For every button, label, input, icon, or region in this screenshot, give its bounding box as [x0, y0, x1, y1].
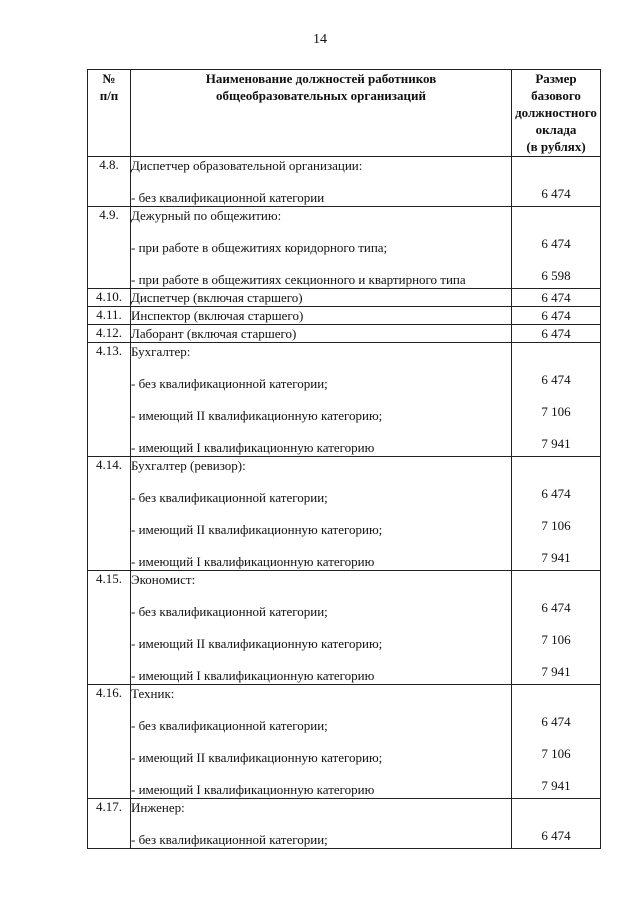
category-salary: 7 941: [541, 436, 571, 451]
category-salary: 7 941: [541, 550, 571, 565]
category-label: - имеющий I квалификационную категорию: [131, 440, 375, 455]
salary-value: [512, 343, 601, 457]
table-row: [88, 325, 601, 343]
position-title: Техник:: [131, 686, 175, 701]
table-row: [88, 685, 601, 799]
header-line: должностного: [515, 105, 597, 120]
category-label: - имеющий I квалификационную категорию: [131, 668, 375, 683]
table-row: [88, 799, 601, 849]
position-name: [131, 207, 512, 289]
position-name: [131, 343, 512, 457]
row-number: 4.15.: [88, 571, 131, 685]
position-title: Диспетчер образовательной организации:: [131, 158, 363, 173]
category-label: - имеющий II квалификационную категорию;: [131, 408, 383, 423]
category-salary: 7 106: [541, 404, 571, 419]
category-salary: 6 598: [541, 268, 571, 283]
row-number: 4.17.: [88, 799, 131, 849]
position-title: Лаборант (включая старшего): [131, 326, 297, 341]
page-number: 14: [313, 32, 327, 47]
row-number: 4.16.: [88, 685, 131, 799]
salary-value: 6 474: [512, 325, 601, 343]
position-name: [131, 307, 512, 325]
category-label: - имеющий II квалификационную категорию;: [131, 522, 383, 537]
category-label: - без квалификационной категории;: [131, 604, 328, 619]
position-title: Инженер:: [131, 800, 185, 815]
category-salary: 7 106: [541, 518, 571, 533]
header-line: (в рублях): [526, 139, 586, 154]
category-label: - при работе в общежитиях секционного и квартирного типа: [131, 272, 466, 287]
header-line: базового: [531, 88, 581, 103]
category-salary: 7 941: [541, 778, 571, 793]
salary-value: [512, 571, 601, 685]
category-salary: 6 474: [541, 186, 571, 201]
category-label: - без квалификационной категории;: [131, 490, 328, 505]
header-line: №: [102, 71, 116, 86]
salary-value: [512, 207, 601, 289]
category-salary: 6 474: [541, 828, 571, 843]
category-salary: 6 474: [541, 600, 571, 615]
header-num: [88, 70, 131, 157]
position-name: [131, 457, 512, 571]
position-name: [131, 685, 512, 799]
table-row: [88, 307, 601, 325]
category-salary: 7 106: [541, 632, 571, 647]
category-salary: 7 106: [541, 746, 571, 761]
position-title: Бухгалтер:: [131, 344, 191, 359]
position-title: Диспетчер (включая старшего): [131, 290, 303, 305]
position-name: [131, 325, 512, 343]
table-row: [88, 343, 601, 457]
category-label: - без квалификационной категории;: [131, 832, 328, 847]
salary-value: [512, 157, 601, 207]
table-row: [88, 157, 601, 207]
row-number: 4.10.: [88, 289, 131, 307]
category-salary: 6 474: [541, 236, 571, 251]
position-name: [131, 799, 512, 849]
category-salary: 6 474: [541, 486, 571, 501]
row-number: 4.12.: [88, 325, 131, 343]
category-label: - при работе в общежитиях коридорного типа;: [131, 240, 388, 255]
salary-value: 6 474: [512, 307, 601, 325]
row-number: 4.8.: [88, 157, 131, 207]
salary-value: [512, 457, 601, 571]
position-name: [131, 571, 512, 685]
category-salary: 6 474: [541, 372, 571, 387]
row-number: 4.13.: [88, 343, 131, 457]
header-position-name: [131, 70, 512, 157]
category-label: - без квалификационной категории;: [131, 376, 328, 391]
position-name: [131, 289, 512, 307]
header-line: Наименование должностей работников: [205, 71, 437, 86]
category-label: - имеющий I квалификационную категорию: [131, 554, 375, 569]
header-line: п/п: [99, 88, 119, 103]
table-header-row: [88, 70, 601, 157]
category-label: - имеющий I квалификационную категорию: [131, 782, 375, 797]
position-title: Бухгалтер (ревизор):: [131, 458, 246, 473]
row-number: 4.9.: [88, 207, 131, 289]
table-row: [88, 457, 601, 571]
position-title: Инспектор (включая старшего): [131, 308, 304, 323]
salary-value: [512, 799, 601, 849]
category-label: - имеющий II квалификационную категорию;: [131, 750, 383, 765]
category-label: - без квалификационной категории;: [131, 718, 328, 733]
salary-table: [87, 69, 601, 849]
header-salary: [512, 70, 601, 157]
table-row: [88, 207, 601, 289]
row-number: 4.11.: [88, 307, 131, 325]
header-line: общеобразовательных организаций: [215, 88, 426, 103]
salary-value: [512, 685, 601, 799]
category-label: - имеющий II квалификационную категорию;: [131, 636, 383, 651]
row-number: 4.14.: [88, 457, 131, 571]
position-title: Дежурный по общежитию:: [131, 208, 282, 223]
table-row: [88, 289, 601, 307]
position-title: Экономист:: [131, 572, 196, 587]
salary-value: 6 474: [512, 289, 601, 307]
category-salary: 7 941: [541, 664, 571, 679]
table-row: [88, 571, 601, 685]
header-line: Размер: [535, 71, 577, 86]
category-label: - без квалификационной категории: [131, 190, 325, 205]
category-salary: 6 474: [541, 714, 571, 729]
header-line: оклада: [535, 122, 577, 137]
position-name: [131, 157, 512, 207]
